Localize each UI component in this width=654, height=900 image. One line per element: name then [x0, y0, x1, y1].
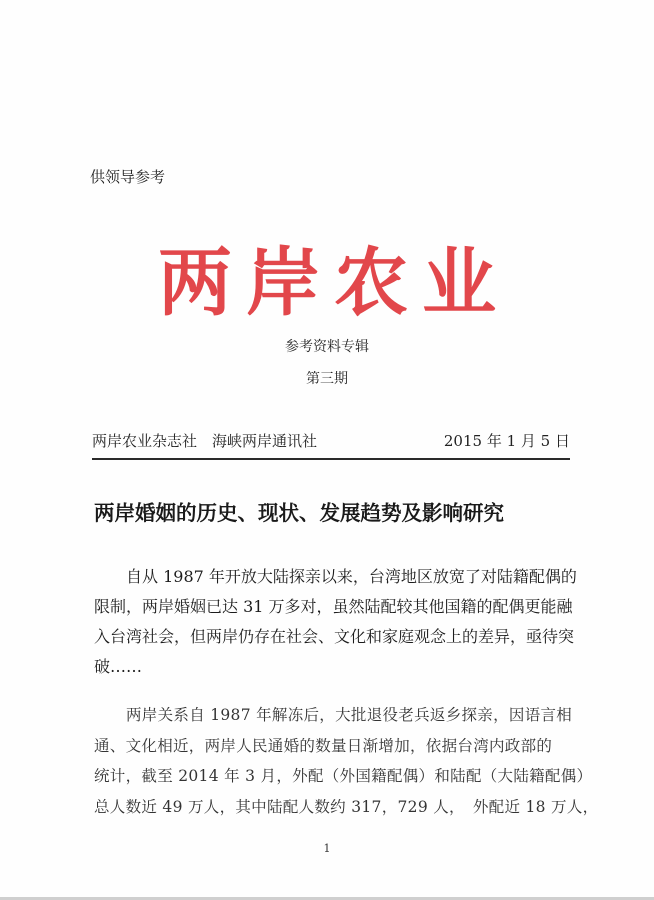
- header-divider: [92, 458, 570, 460]
- body-line: 统计，截至 2014 年 3 月，外配（外国籍配偶）和陆配（大陆籍配偶）: [94, 767, 593, 785]
- abstract-line: 限制，两岸婚姻已达 31 万多对，虽然陆配较其他国籍的配偶更能融: [94, 597, 573, 616]
- body-line: 总人数近 49 万人，其中陆配人数约 317，729 人， 外配近 18 万人，: [94, 797, 599, 816]
- masthead-subtitle: 参考资料专辑: [285, 339, 369, 355]
- article-abstract: [94, 562, 577, 682]
- article-body: [94, 700, 599, 822]
- abstract-line: 入台湾社会，但两岸仍存在社会、文化和家庭观念上的差异，亟待突: [94, 627, 575, 646]
- publication-date: 2015 年 1 月 5 日: [443, 432, 570, 450]
- page-number: 1: [323, 842, 331, 855]
- publisher-names: 两岸农业杂志社 海峡两岸通讯社: [92, 432, 318, 450]
- issue-number: 第三期: [306, 371, 348, 387]
- publisher-line: [92, 430, 570, 456]
- abstract-line: 自从 1987 年开放大陆探亲以来，台湾地区放宽了对陆籍配偶的: [126, 567, 577, 586]
- body-line: 两岸关系自 1987 年解冻后，大批退役老兵返乡探亲，因语言相: [126, 706, 573, 724]
- body-line: 通、文化相近，两岸人民通婚的数量日渐增加，依据台湾内政部的: [94, 736, 553, 755]
- abstract-line: 破……: [94, 657, 143, 676]
- article-headline: 两岸婚姻的历史、现状、发展趋势及影响研究: [94, 501, 504, 525]
- masthead-title: 两岸农业: [158, 240, 510, 326]
- for-reference-label: 供领导参考: [90, 168, 166, 186]
